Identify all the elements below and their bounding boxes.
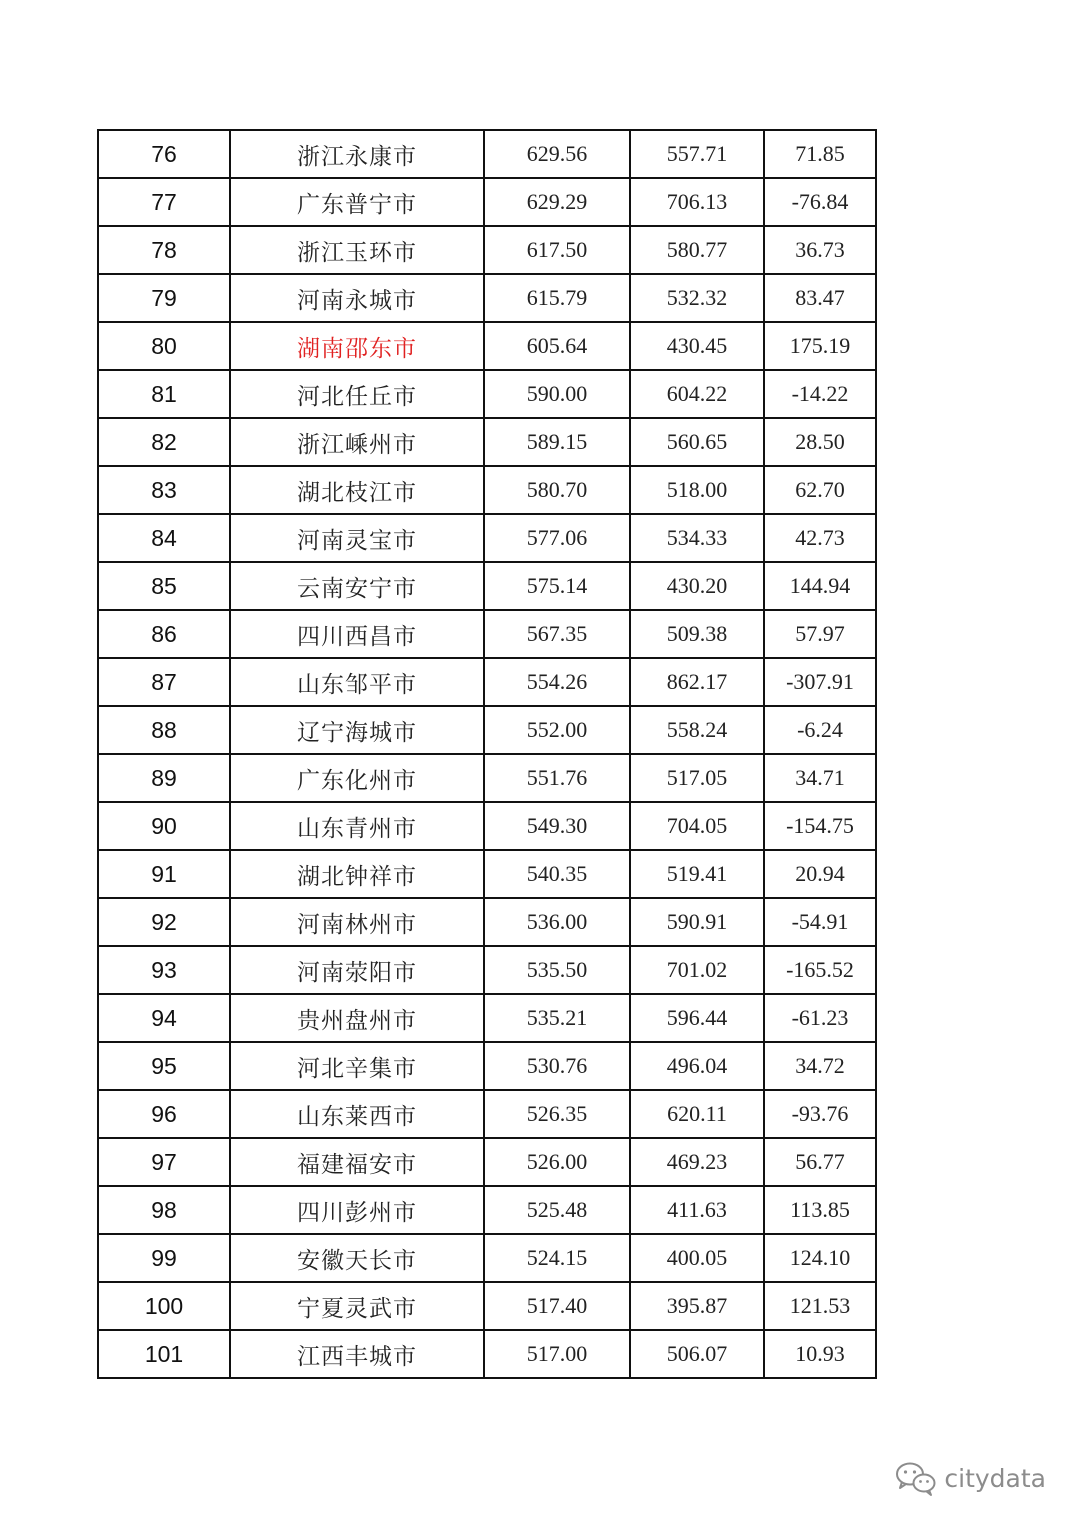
rank-cell: 99 (98, 1234, 230, 1282)
rank-cell: 95 (98, 1042, 230, 1090)
value-3-cell: 124.10 (764, 1234, 876, 1282)
table-row (98, 994, 876, 1042)
table-row (98, 1138, 876, 1186)
city-cell: 湖南邵东市 (230, 322, 484, 370)
rank-cell: 96 (98, 1090, 230, 1138)
city-cell: 河南永城市 (230, 274, 484, 322)
table-row (98, 130, 876, 178)
table-row (98, 898, 876, 946)
value-1-cell: 536.00 (484, 898, 630, 946)
value-3-cell: -54.91 (764, 898, 876, 946)
table-row (98, 1330, 876, 1378)
city-cell: 湖北枝江市 (230, 466, 484, 514)
rank-cell: 85 (98, 562, 230, 610)
value-1-cell: 615.79 (484, 274, 630, 322)
value-1-cell: 540.35 (484, 850, 630, 898)
value-1-cell: 590.00 (484, 370, 630, 418)
value-1-cell: 577.06 (484, 514, 630, 562)
value-1-cell: 549.30 (484, 802, 630, 850)
value-3-cell: -76.84 (764, 178, 876, 226)
value-1-cell: 580.70 (484, 466, 630, 514)
table-row (98, 466, 876, 514)
rank-cell: 89 (98, 754, 230, 802)
city-cell: 河北辛集市 (230, 1042, 484, 1090)
city-cell: 湖北钟祥市 (230, 850, 484, 898)
rank-cell: 100 (98, 1282, 230, 1330)
table-row (98, 178, 876, 226)
value-3-cell: 56.77 (764, 1138, 876, 1186)
value-1-cell: 526.00 (484, 1138, 630, 1186)
rank-cell: 77 (98, 178, 230, 226)
table-row (98, 754, 876, 802)
city-cell: 山东莱西市 (230, 1090, 484, 1138)
value-3-cell: 62.70 (764, 466, 876, 514)
value-3-cell: 42.73 (764, 514, 876, 562)
value-2-cell: 532.32 (630, 274, 764, 322)
value-2-cell: 430.20 (630, 562, 764, 610)
rank-cell: 93 (98, 946, 230, 994)
value-3-cell: 175.19 (764, 322, 876, 370)
table-row (98, 1042, 876, 1090)
table-row (98, 418, 876, 466)
watermark (894, 1458, 1046, 1498)
table-row (98, 706, 876, 754)
value-2-cell: 604.22 (630, 370, 764, 418)
rank-cell: 90 (98, 802, 230, 850)
wechat-icon (894, 1459, 938, 1497)
table-row (98, 1090, 876, 1138)
value-2-cell: 596.44 (630, 994, 764, 1042)
city-cell: 河南林州市 (230, 898, 484, 946)
value-2-cell: 557.71 (630, 130, 764, 178)
table-row (98, 226, 876, 274)
rank-cell: 78 (98, 226, 230, 274)
value-2-cell: 411.63 (630, 1186, 764, 1234)
rank-cell: 80 (98, 322, 230, 370)
value-2-cell: 560.65 (630, 418, 764, 466)
city-cell: 山东邹平市 (230, 658, 484, 706)
city-cell: 浙江永康市 (230, 130, 484, 178)
rank-cell: 97 (98, 1138, 230, 1186)
value-3-cell: 28.50 (764, 418, 876, 466)
table-row (98, 946, 876, 994)
value-1-cell: 575.14 (484, 562, 630, 610)
city-cell: 浙江玉环市 (230, 226, 484, 274)
rank-cell: 88 (98, 706, 230, 754)
value-3-cell: 121.53 (764, 1282, 876, 1330)
value-2-cell: 518.00 (630, 466, 764, 514)
table-body (98, 130, 876, 1378)
value-2-cell: 395.87 (630, 1282, 764, 1330)
rank-cell: 79 (98, 274, 230, 322)
value-1-cell: 629.56 (484, 130, 630, 178)
value-3-cell: 34.71 (764, 754, 876, 802)
table-row (98, 562, 876, 610)
value-3-cell: 113.85 (764, 1186, 876, 1234)
value-2-cell: 469.23 (630, 1138, 764, 1186)
rank-cell: 76 (98, 130, 230, 178)
value-3-cell: 36.73 (764, 226, 876, 274)
value-2-cell: 400.05 (630, 1234, 764, 1282)
city-cell: 河北任丘市 (230, 370, 484, 418)
table-row (98, 1234, 876, 1282)
value-1-cell: 551.76 (484, 754, 630, 802)
rank-cell: 91 (98, 850, 230, 898)
table-row (98, 610, 876, 658)
city-cell: 云南安宁市 (230, 562, 484, 610)
value-2-cell: 620.11 (630, 1090, 764, 1138)
value-3-cell: -61.23 (764, 994, 876, 1042)
table-row (98, 370, 876, 418)
value-2-cell: 519.41 (630, 850, 764, 898)
rank-cell: 82 (98, 418, 230, 466)
table-row (98, 850, 876, 898)
table-row (98, 658, 876, 706)
table-row (98, 1186, 876, 1234)
value-2-cell: 701.02 (630, 946, 764, 994)
table-row (98, 322, 876, 370)
city-cell: 广东普宁市 (230, 178, 484, 226)
rank-cell: 101 (98, 1330, 230, 1378)
ranking-table (97, 129, 877, 1379)
rank-cell: 83 (98, 466, 230, 514)
city-cell: 安徽天长市 (230, 1234, 484, 1282)
value-1-cell: 517.00 (484, 1330, 630, 1378)
rank-cell: 92 (98, 898, 230, 946)
rank-cell: 81 (98, 370, 230, 418)
value-2-cell: 706.13 (630, 178, 764, 226)
value-1-cell: 535.21 (484, 994, 630, 1042)
rank-cell: 86 (98, 610, 230, 658)
table-row (98, 1282, 876, 1330)
value-2-cell: 862.17 (630, 658, 764, 706)
value-2-cell: 558.24 (630, 706, 764, 754)
city-cell: 广东化州市 (230, 754, 484, 802)
value-3-cell: 20.94 (764, 850, 876, 898)
city-cell: 四川西昌市 (230, 610, 484, 658)
value-1-cell: 530.76 (484, 1042, 630, 1090)
city-cell: 浙江嵊州市 (230, 418, 484, 466)
value-3-cell: -154.75 (764, 802, 876, 850)
value-2-cell: 496.04 (630, 1042, 764, 1090)
value-3-cell: -307.91 (764, 658, 876, 706)
value-1-cell: 517.40 (484, 1282, 630, 1330)
city-cell: 福建福安市 (230, 1138, 484, 1186)
value-2-cell: 517.05 (630, 754, 764, 802)
city-cell: 辽宁海城市 (230, 706, 484, 754)
value-1-cell: 524.15 (484, 1234, 630, 1282)
value-1-cell: 589.15 (484, 418, 630, 466)
city-cell: 河南灵宝市 (230, 514, 484, 562)
value-3-cell: 71.85 (764, 130, 876, 178)
rank-cell: 84 (98, 514, 230, 562)
value-3-cell: 57.97 (764, 610, 876, 658)
rank-cell: 98 (98, 1186, 230, 1234)
value-3-cell: -6.24 (764, 706, 876, 754)
value-3-cell: -165.52 (764, 946, 876, 994)
table-row (98, 274, 876, 322)
value-1-cell: 526.35 (484, 1090, 630, 1138)
value-2-cell: 534.33 (630, 514, 764, 562)
city-cell: 河南荥阳市 (230, 946, 484, 994)
city-cell: 江西丰城市 (230, 1330, 484, 1378)
value-2-cell: 506.07 (630, 1330, 764, 1378)
value-1-cell: 554.26 (484, 658, 630, 706)
value-3-cell: 10.93 (764, 1330, 876, 1378)
value-3-cell: -93.76 (764, 1090, 876, 1138)
value-2-cell: 509.38 (630, 610, 764, 658)
value-1-cell: 552.00 (484, 706, 630, 754)
value-1-cell: 567.35 (484, 610, 630, 658)
table-row (98, 514, 876, 562)
value-2-cell: 580.77 (630, 226, 764, 274)
value-3-cell: -14.22 (764, 370, 876, 418)
city-cell: 山东青州市 (230, 802, 484, 850)
value-2-cell: 430.45 (630, 322, 764, 370)
watermark-text: citydata (944, 1463, 1046, 1493)
value-1-cell: 605.64 (484, 322, 630, 370)
city-cell: 宁夏灵武市 (230, 1282, 484, 1330)
value-1-cell: 617.50 (484, 226, 630, 274)
city-cell: 四川彭州市 (230, 1186, 484, 1234)
value-3-cell: 144.94 (764, 562, 876, 610)
value-3-cell: 34.72 (764, 1042, 876, 1090)
rank-cell: 87 (98, 658, 230, 706)
table-row (98, 802, 876, 850)
value-1-cell: 525.48 (484, 1186, 630, 1234)
value-2-cell: 704.05 (630, 802, 764, 850)
rank-cell: 94 (98, 994, 230, 1042)
value-2-cell: 590.91 (630, 898, 764, 946)
value-3-cell: 83.47 (764, 274, 876, 322)
value-1-cell: 629.29 (484, 178, 630, 226)
city-cell: 贵州盘州市 (230, 994, 484, 1042)
value-1-cell: 535.50 (484, 946, 630, 994)
